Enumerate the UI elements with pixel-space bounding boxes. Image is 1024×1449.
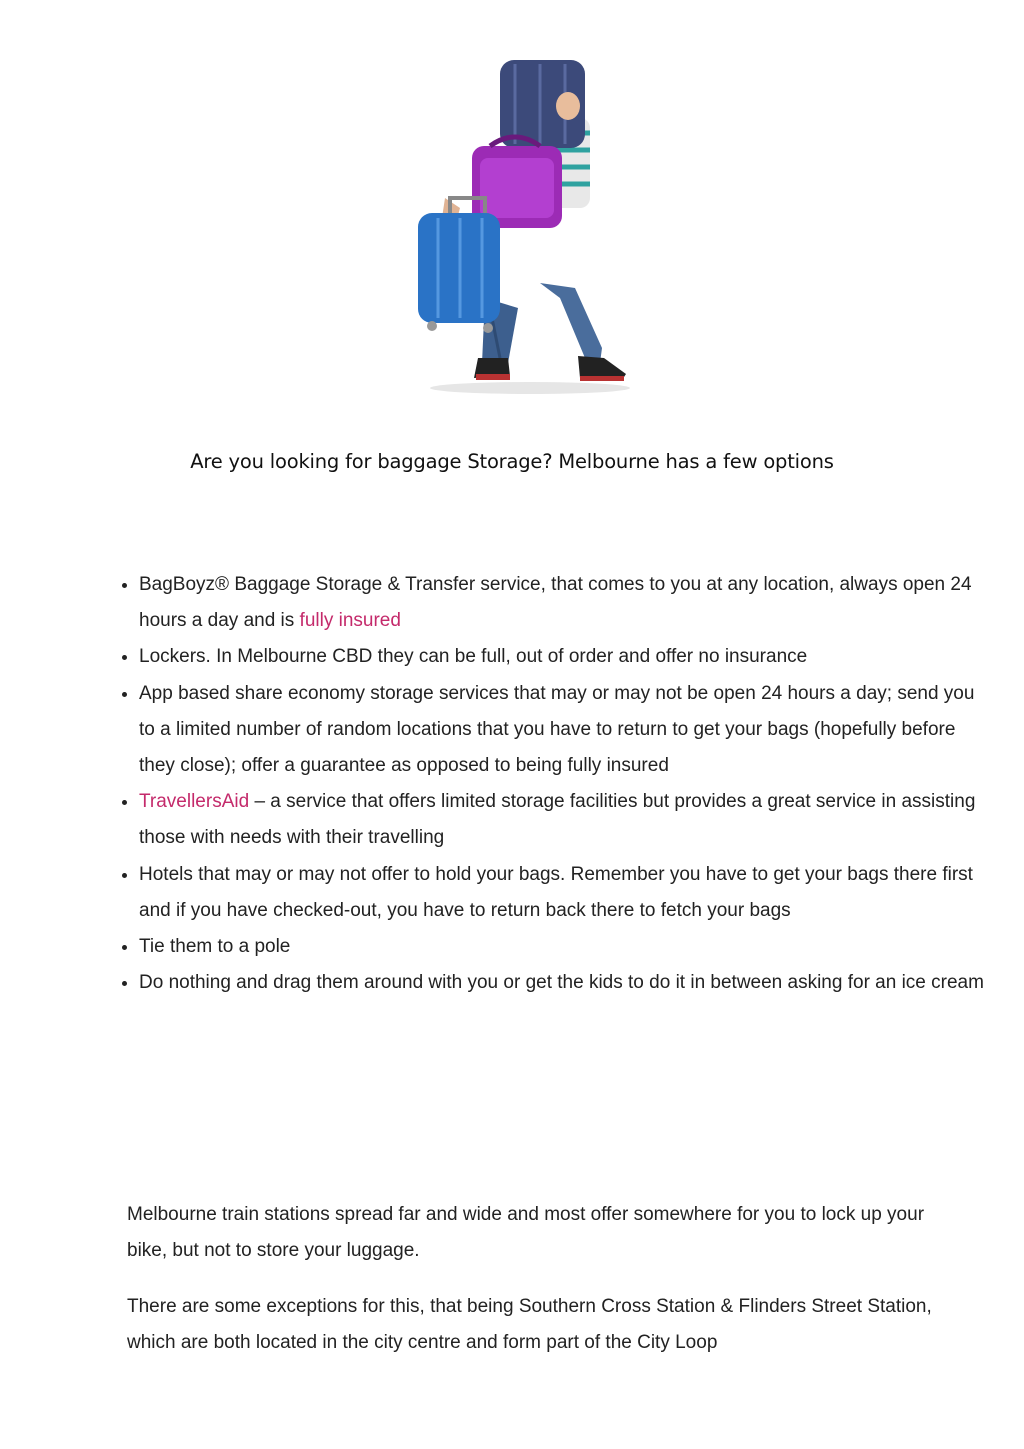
paragraph-exceptions: There are some exceptions for this, that being Southern Cross Station & Flinders Street Station, which are both located in the city centre and form part of the City Loop: [127, 1296, 932, 1353]
list-item: [139, 567, 989, 639]
travellersaid-link[interactable]: TravellersAid: [139, 791, 250, 813]
list-item-text: BagBoyz® Baggage Storage & Transfer service, that comes to you at any location, always open 24 hours a day and is: [139, 574, 972, 632]
list-item: [139, 857, 989, 929]
list-item: [139, 676, 989, 785]
list-item-text: Do nothing and drag them around with you or get the kids to do it in between asking for an ice cream: [139, 972, 984, 994]
list-item: [139, 639, 989, 675]
list-item-text: Lockers. In Melbourne CBD they can be full, out of order and offer no insurance: [139, 646, 808, 668]
list-item-text: Hotels that may or may not offer to hold your bags. Remember you have to get your bags there first and if you have checked-out, you have to return back there to fetch your bags: [139, 863, 973, 921]
list-item-text: App based share economy storage services that may or may not be open 24 hours a day; send you to a limited number of random locations that you have to return to get your bags (hopefully before they close); offer a guarantee as opposed to being fully insured: [139, 682, 975, 777]
list-item-text: Tie them to a pole: [139, 936, 291, 958]
fully-insured-link[interactable]: fully insured: [299, 610, 401, 632]
list-item: [139, 929, 989, 965]
hero-luggage-image: [390, 58, 640, 398]
list-item: [139, 784, 989, 856]
list-item: [139, 965, 989, 1001]
storage-options-list: [122, 567, 989, 1001]
paragraph-train-stations: Melbourne train stations spread far and wide and most offer somewhere for you to lock up your bike, but not to store your luggage.: [127, 1204, 925, 1261]
list-item-text: – a service that offers limited storage facilities but provides a great service in assisting those with needs with their travelling: [139, 791, 976, 849]
page-heading: Are you looking for baggage Storage? Melbourne has a few options: [190, 450, 834, 473]
